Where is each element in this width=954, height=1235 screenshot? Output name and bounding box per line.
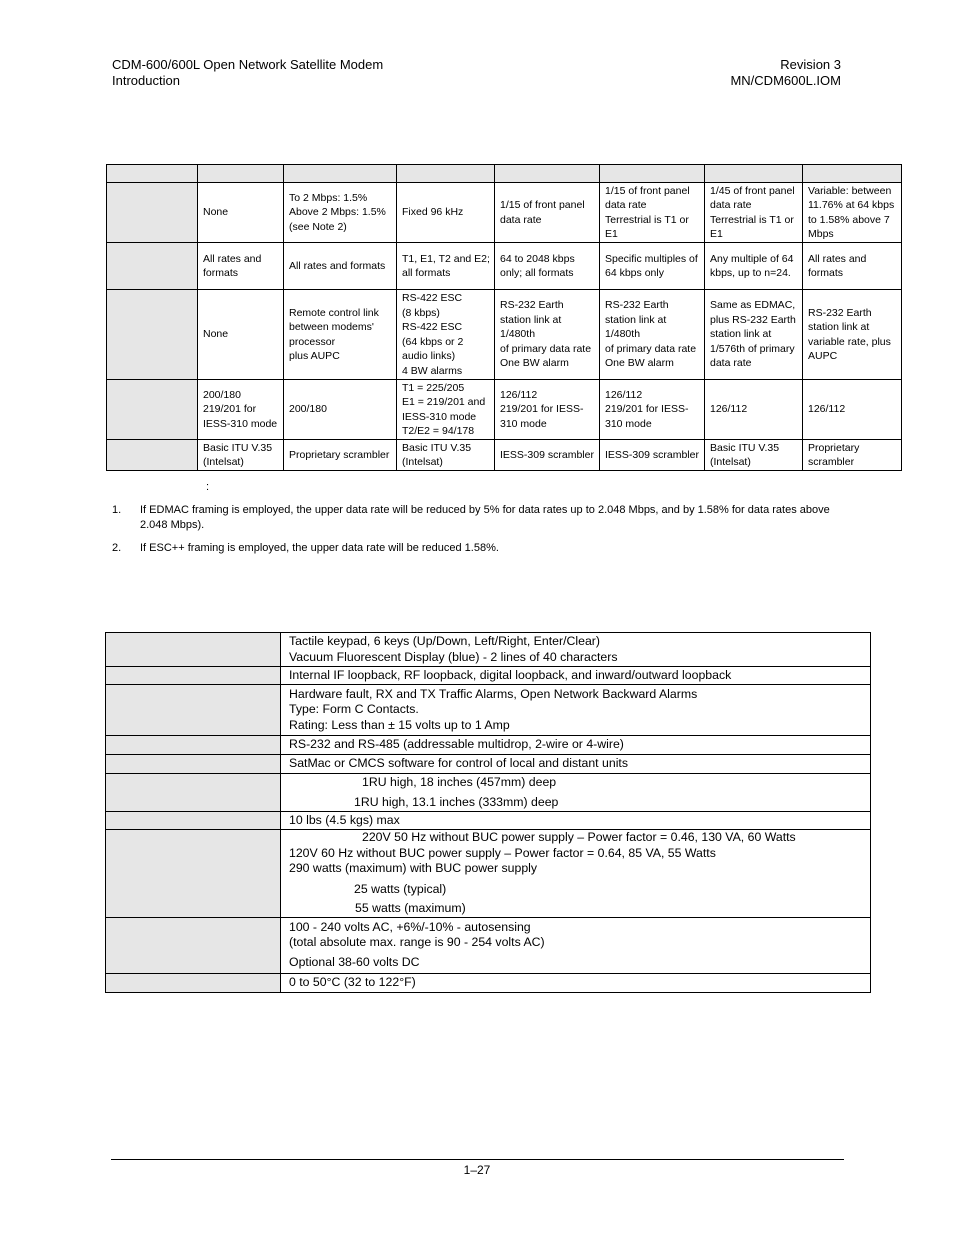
table-cell: 64 to 2048 kbps only; all formats xyxy=(495,243,600,290)
spec-label-cell xyxy=(106,917,281,973)
table-row xyxy=(106,633,871,667)
table-cell: 1/15 of front panel data rate xyxy=(495,183,600,243)
table-cell: RS-232 Earth station link at variable rate, plus AUPC xyxy=(803,290,902,380)
spec-line: Rating: Less than ± 15 volts up to 1 Amp xyxy=(289,717,510,732)
note-text: If ESC++ framing is employed, the upper data rate will be reduced 1.58%. xyxy=(140,542,499,554)
table-cell: Basic ITU V.35 (Intelsat) xyxy=(397,440,495,471)
table-row xyxy=(106,755,871,774)
row-label-cell xyxy=(107,440,198,471)
table-row xyxy=(106,812,871,830)
spec-line: 1RU high, 13.1 inches (333mm) deep xyxy=(354,794,559,809)
doc-id: MN/CDM600L.IOM xyxy=(730,73,841,88)
spec-label-cell xyxy=(106,736,281,755)
spec-line: RS-232 and RS-485 (addressable multidrop, 2-wire or 4-wire) xyxy=(289,737,624,752)
table-cell: 126/112 219/201 for IESS- 310 mode xyxy=(600,380,705,440)
table-cell: Fixed 96 kHz xyxy=(397,183,495,243)
spec-value-cell xyxy=(281,667,871,685)
spec-line: 55 watts (maximum) xyxy=(355,901,466,915)
table-cell: 200/180 219/201 for IESS-310 mode xyxy=(198,380,284,440)
table-cell: To 2 Mbps: 1.5% Above 2 Mbps: 1.5% (see Note 2) xyxy=(284,183,397,243)
header-right xyxy=(730,57,841,89)
row-label-cell xyxy=(107,243,198,290)
table-cell: 200/180 xyxy=(284,380,397,440)
table-cell: Proprietary scrambler xyxy=(284,440,397,471)
spec-line: 290 watts (maximum) with BUC power supply xyxy=(289,861,538,875)
spec-line: Vacuum Fluorescent Display (blue) - 2 lines of 40 characters xyxy=(289,649,618,664)
footer-rule xyxy=(111,1159,844,1160)
header-left xyxy=(112,57,383,89)
table-cell xyxy=(705,165,803,183)
spec-line: 100 - 240 volts AC, +6%/-10% - autosensing xyxy=(289,919,531,934)
spec-line: 1RU high, 18 inches (457mm) deep xyxy=(362,775,557,789)
table-row xyxy=(106,685,871,736)
table-row xyxy=(107,290,902,380)
table-cell: T1 = 225/205 E1 = 219/201 and IESS-310 mode T2/E2 = 94/178 xyxy=(397,380,495,440)
spec-line: Type: Form C Contacts. xyxy=(289,702,419,717)
spec-label-cell xyxy=(106,667,281,685)
table-cell: T1, E1, T2 and E2; all formats xyxy=(397,243,495,290)
table-cell: IESS-309 scrambler xyxy=(495,440,600,471)
table-cell: RS-232 Earth station link at 1/480th of primary data rate One BW alarm xyxy=(600,290,705,380)
table-row xyxy=(106,830,871,918)
table-cell xyxy=(284,165,397,183)
spec-label-cell xyxy=(106,755,281,774)
spec-label-cell xyxy=(106,812,281,830)
note-number: 1. xyxy=(112,504,122,516)
table-cell: Proprietary scrambler xyxy=(803,440,902,471)
table-cell xyxy=(600,165,705,183)
notes-colon: : xyxy=(206,481,210,493)
table-row xyxy=(107,165,902,183)
table-cell: Variable: between 11.76% at 64 kbps to 1.58% above 7 Mbps xyxy=(803,183,902,243)
spec-value-cell xyxy=(281,812,871,830)
page-number: 1–27 xyxy=(463,1163,491,1177)
spec-value-cell xyxy=(281,774,871,812)
note-text: If EDMAC framing is employed, the upper data rate will be reduced by 5% for data rates up to 2.048 Mbps, and by 1.58% for data rates above 2.048 Mbps). xyxy=(140,504,830,531)
table-cell: RS-422 ESC (8 kbps) RS-422 ESC (64 kbps or 2 audio links) 4 BW alarms xyxy=(397,290,495,380)
table-row xyxy=(106,667,871,685)
spec-value-cell xyxy=(281,755,871,774)
row-label-cell xyxy=(107,165,198,183)
table-row xyxy=(106,917,871,973)
table-row xyxy=(107,380,902,440)
spec-label-cell xyxy=(106,685,281,736)
revision: Revision 3 xyxy=(780,57,841,72)
table-cell: Remote control link between modems' processor plus AUPC xyxy=(284,290,397,380)
table-cell: Same as EDMAC, plus RS-232 Earth station link at 1/576th of primary data rate xyxy=(705,290,803,380)
spec-line: Internal IF loopback, RF loopback, digital loopback, and inward/outward loopback xyxy=(289,667,732,682)
spec-value-cell xyxy=(281,685,871,736)
table-cell: None xyxy=(198,183,284,243)
spec-line: 220V 50 Hz without BUC power supply – Power factor = 0.46, 130 VA, 60 Watts xyxy=(362,830,796,844)
spec-line: (total absolute max. range is 90 - 254 volts AC) xyxy=(289,935,545,950)
table-cell: 126/112 xyxy=(705,380,803,440)
table-cell: All rates and formats xyxy=(803,243,902,290)
table-cell: Specific multiples of 64 kbps only xyxy=(600,243,705,290)
spec-line: 25 watts (typical) xyxy=(354,881,447,896)
spec-line: 10 lbs (4.5 kgs) max xyxy=(289,812,400,827)
table-cell: 126/112 xyxy=(803,380,902,440)
table-cell: Any multiple of 64 kbps, up to n=24. xyxy=(705,243,803,290)
spec-line: Optional 38-60 volts DC xyxy=(289,954,420,969)
spec-line: 120V 60 Hz without BUC power supply – Power factor = 0.64, 85 VA, 55 Watts xyxy=(289,845,716,860)
table-row xyxy=(106,736,871,755)
table-cell: None xyxy=(198,290,284,380)
note-number: 2. xyxy=(112,542,122,554)
row-label-cell xyxy=(107,183,198,243)
spec-label-cell xyxy=(106,633,281,667)
table-cell: All rates and formats xyxy=(284,243,397,290)
table-cell: RS-232 Earth station link at 1/480th of primary data rate One BW alarm xyxy=(495,290,600,380)
section-name: Introduction xyxy=(112,73,180,88)
spec-label-cell xyxy=(106,830,281,918)
spec-value-cell xyxy=(281,633,871,667)
table-row xyxy=(107,183,902,243)
table-cell: Basic ITU V.35 (Intelsat) xyxy=(198,440,284,471)
table-row xyxy=(106,973,871,992)
spec-value-cell xyxy=(281,830,871,918)
table-cell xyxy=(198,165,284,183)
spec-line: 0 to 50°C (32 to 122°F) xyxy=(289,974,416,989)
table-cell: All rates and formats xyxy=(198,243,284,290)
doc-title: CDM-600/600L Open Network Satellite Modem xyxy=(112,57,384,72)
spec-label-cell xyxy=(106,774,281,812)
table-cell xyxy=(397,165,495,183)
table-cell xyxy=(495,165,600,183)
table-cell xyxy=(803,165,902,183)
table-row xyxy=(106,774,871,812)
row-label-cell xyxy=(107,380,198,440)
row-label-cell xyxy=(107,290,198,380)
table-row xyxy=(107,243,902,290)
table-cell: 126/112 219/201 for IESS- 310 mode xyxy=(495,380,600,440)
specifications-table xyxy=(105,632,871,993)
spec-label-cell xyxy=(106,973,281,992)
spec-line: Hardware fault, RX and TX Traffic Alarms, Open Network Backward Alarms xyxy=(289,686,698,701)
table-cell: Basic ITU V.35 (Intelsat) xyxy=(705,440,803,471)
table-cell: IESS-309 scrambler xyxy=(600,440,705,471)
table-cell: 1/45 of front panel data rate Terrestrial is T1 or E1 xyxy=(705,183,803,243)
framing-comparison-table xyxy=(106,164,902,471)
table-row xyxy=(107,440,902,471)
spec-line: Tactile keypad, 6 keys (Up/Down, Left/Right, Enter/Clear) xyxy=(289,634,600,648)
spec-value-cell xyxy=(281,973,871,992)
table-cell: 1/15 of front panel data rate Terrestrial is T1 or E1 xyxy=(600,183,705,243)
spec-value-cell xyxy=(281,917,871,973)
spec-value-cell xyxy=(281,736,871,755)
spec-line: SatMac or CMCS software for control of local and distant units xyxy=(289,756,628,771)
